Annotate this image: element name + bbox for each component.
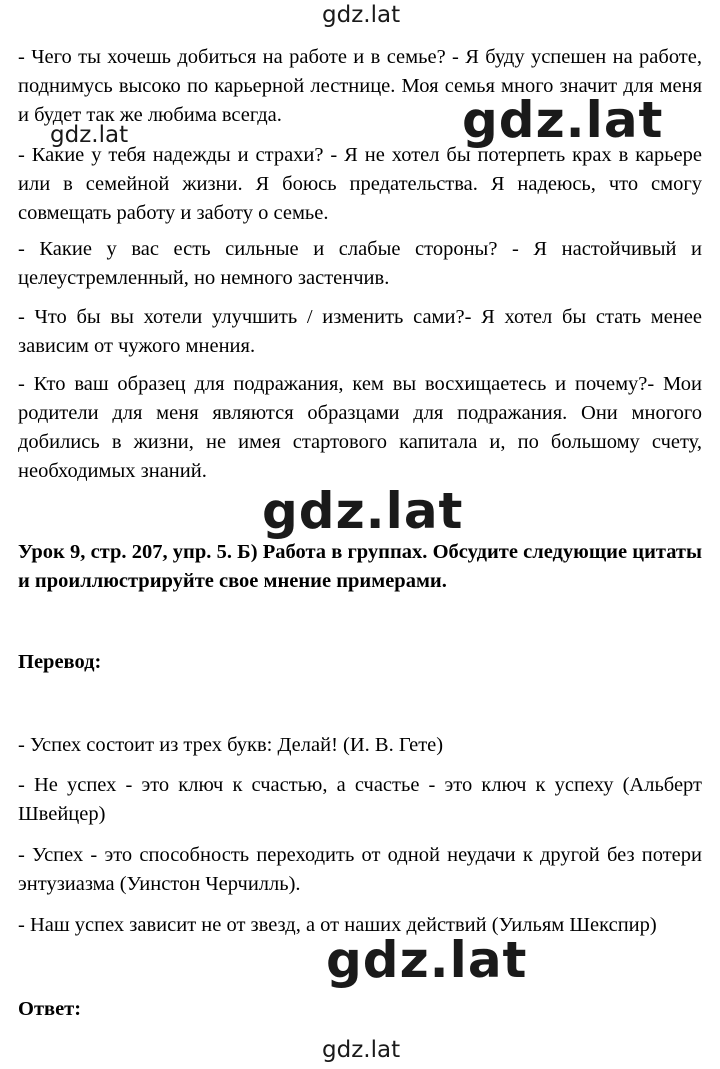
answer-paragraph-1: - Чего ты хочешь добиться на работе и в семье? - Я буду успешен на работе, поднимусь высоко по карьерной лестнице. Моя семья много значит для меня и будет так же любима всегда. bbox=[18, 46, 702, 126]
watermark-top-right: gdz.lat bbox=[462, 91, 664, 149]
quote-4: - Наш успех зависит не от звезд, а от наших действий (Уильям Шекспир) bbox=[18, 914, 657, 936]
answer-paragraph-5: - Кто ваш образец для подражания, кем вы восхищаетесь и почему?- Мои родители для меня являются образцами для подражания. Они многого добились в жизни, не имея стартового капитала и, по большому счету, необходимых знаний. bbox=[18, 373, 702, 482]
watermark-lower: gdz.lat bbox=[326, 931, 528, 989]
watermark-bottom: gdz.lat bbox=[322, 1037, 401, 1063]
watermark-top: gdz.lat bbox=[322, 2, 401, 28]
answer-paragraph-3: - Какие у вас есть сильные и слабые стороны? - Я настойчивый и целеустремленный, но немного застенчив. bbox=[18, 238, 702, 289]
answer-heading: Ответ: bbox=[18, 998, 82, 1020]
answer-paragraph-4: - Что бы вы хотели улучшить / изменить сами?- Я хотел бы стать менее зависим от чужого мнения. bbox=[18, 306, 702, 357]
watermark-middle: gdz.lat bbox=[262, 482, 464, 540]
quote-3: - Успех - это способность переходить от одной неудачи к другой без потери энтузиазма (Уинстон Черчилль). bbox=[18, 844, 702, 895]
quote-1: - Успех состоит из трех букв: Делай! (И. В. Гете) bbox=[18, 734, 444, 756]
watermark-top-left: gdz.lat bbox=[50, 122, 129, 148]
task-heading: Урок 9, стр. 207, упр. 5. Б) Работа в группах. Обсудите следующие цитаты и проиллюстрируйте свое мнение примерами. bbox=[18, 541, 702, 592]
answer-paragraph-2: - Какие у тебя надежды и страхи? - Я не хотел бы потерпеть крах в карьере или в семейной жизни. Я боюсь предательства. Я надеюсь, что смогу совмещать работу и заботу о семье. bbox=[18, 144, 702, 224]
quote-2: - Не успех - это ключ к счастью, а счастье - это ключ к успеху (Альберт Швейцер) bbox=[18, 774, 702, 825]
translation-heading: Перевод: bbox=[18, 651, 102, 673]
